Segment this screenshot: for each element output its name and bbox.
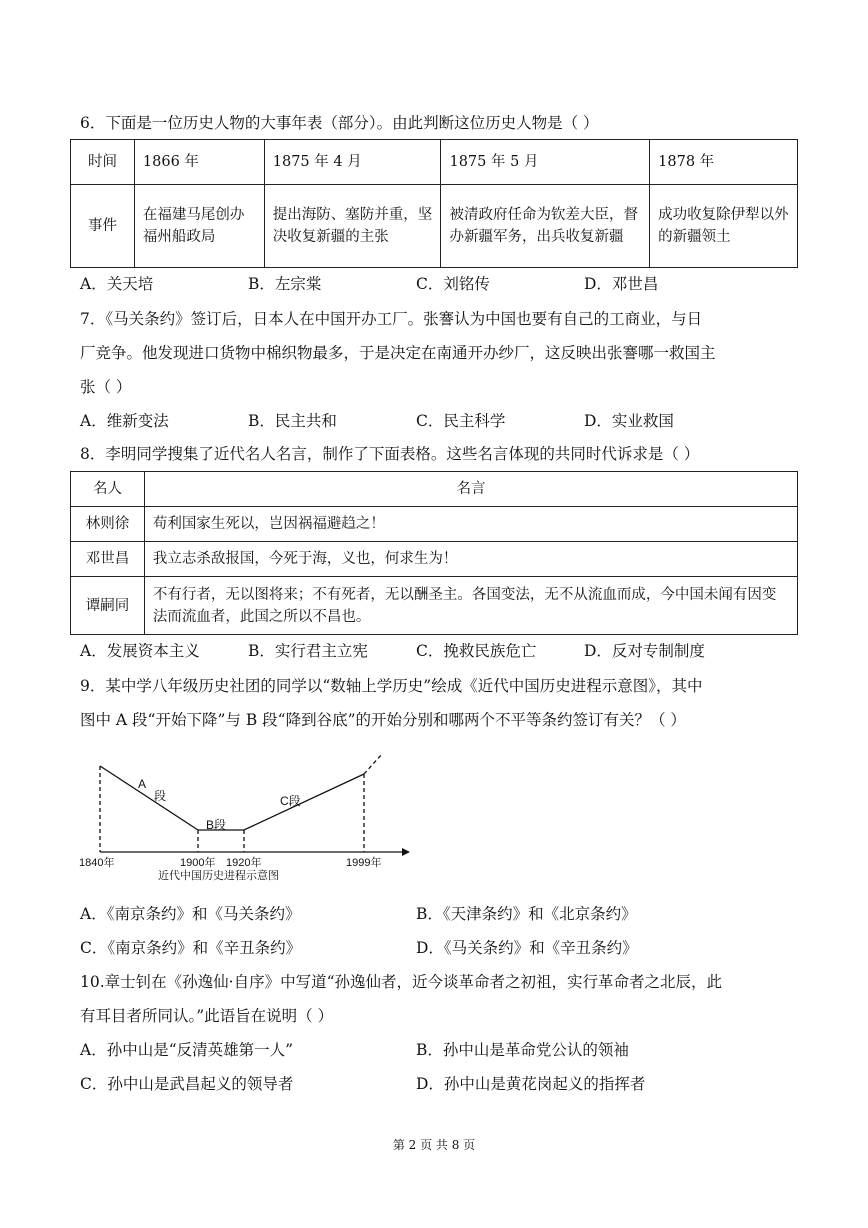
- table-header-name: 名人: [71, 472, 145, 507]
- table-cell-quote: 苟利国家生死以，岂因祸福避趋之！: [144, 507, 797, 542]
- trend-line: [100, 766, 364, 830]
- question-7-line3: 张（ ）: [80, 378, 132, 396]
- option-d: D．邓世昌: [584, 275, 659, 293]
- table-cell-time: 1875 年 4 月: [264, 140, 441, 185]
- table-cell-event: 成功收复除伊犁以外的新疆领土: [650, 185, 798, 268]
- label-c: C段: [280, 794, 301, 808]
- question-10-line2: 有耳目者所同认。”此语旨在说明（ ）: [80, 1007, 334, 1025]
- timeline-table: [70, 139, 798, 268]
- option-c: C．《南京条约》和《辛丑条约》: [80, 939, 302, 957]
- table-cell-time: 1866 年: [134, 140, 264, 185]
- table-cell-quote: 我立志杀敌报国，今死于海，义也，何求生为！: [144, 542, 797, 577]
- option-c: C．刘铭传: [416, 275, 490, 293]
- table-row-label-time: 时间: [71, 140, 135, 185]
- option-b: B．实行君主立宪: [248, 642, 368, 660]
- option-b: B．孙中山是革命党公认的领袖: [416, 1041, 629, 1059]
- option-c: C．挽救民族危亡: [416, 642, 537, 660]
- label-a-suffix: 段: [154, 789, 167, 803]
- table-cell-event: 提出海防、塞防并重，坚决收复新疆的主张: [264, 185, 441, 268]
- option-a: A．孙中山是“反清英雄第一人”: [80, 1041, 294, 1059]
- option-c: C．民主科学: [416, 412, 506, 430]
- table-row-label-event: 事件: [71, 185, 135, 268]
- question-7-line1: 7．《马关条约》签订后，日本人在中国开办工厂。张謇认为中国也要有自己的工商业，与日: [80, 310, 703, 328]
- table-cell-quote: 不有行者，无以图将来；不有死者，无以酬圣主。各国变法，无不从流血而成，今中国未闻有因变法而流血者，此国之所以不昌也。: [144, 577, 797, 635]
- question-10-line1: 10.章士钊在《孙逸仙·自序》中写道“孙逸仙者，近今谈革命者之初祖，实行革命者之北辰，此: [80, 973, 723, 991]
- question-8-stem: 8．李明同学搜集了近代名人名言，制作了下面表格。这些名言体现的共同时代诉求是（ ）: [80, 445, 700, 463]
- tick-label: 1920年: [226, 857, 262, 869]
- table-cell-name: 谭嗣同: [71, 577, 145, 635]
- option-d: D．实业救国: [584, 412, 674, 430]
- option-b: B．民主共和: [248, 412, 337, 430]
- history-process-diagram: [76, 752, 416, 887]
- question-9-line2: 图中 A 段“开始下降”与 B 段“降到谷底”的开始分别和哪两个不平等条约签订有关？（ ）: [80, 711, 686, 729]
- option-a: A．维新变法: [80, 412, 169, 430]
- option-a: A．《南京条约》和《马关条约》: [80, 905, 301, 923]
- tick-label: 1900年: [180, 857, 216, 869]
- axis-arrow: [402, 848, 410, 856]
- table-cell-name: 邓世昌: [71, 542, 145, 577]
- table-cell-event: 被清政府任命为钦差大臣，督办新疆军务，出兵收复新疆: [441, 185, 650, 268]
- option-b: B．左宗棠: [248, 275, 322, 293]
- trend-extension: [364, 754, 382, 774]
- quotes-table: [70, 471, 798, 635]
- option-d: D．孙中山是黄花岗起义的指挥者: [416, 1075, 646, 1093]
- label-a: A: [138, 777, 147, 791]
- question-6-stem: 6．下面是一位历史人物的大事年表（部分）。由此判断这位历史人物是（ ）: [80, 114, 599, 132]
- table-cell-time: 1875 年 5 月: [441, 140, 650, 185]
- option-a: A．关天培: [80, 275, 154, 293]
- table-cell-event: 在福建马尾创办福州船政局: [134, 185, 264, 268]
- table-header-quote: 名言: [144, 472, 797, 507]
- question-7-line2: 厂竞争。他发现进口货物中棉织物最多，于是决定在南通开办纱厂，这反映出张謇哪一救国主: [80, 344, 716, 362]
- option-d: D．反对专制制度: [584, 642, 705, 660]
- tick-label: 1840年: [79, 857, 115, 869]
- label-b: B段: [206, 818, 227, 832]
- option-c: C．孙中山是武昌起义的领导者: [80, 1075, 294, 1093]
- page-footer: 第 2 页 共 8 页: [392, 1138, 476, 1152]
- question-9-line1: 9．某中学八年级历史社团的同学以“数轴上学历史”绘成《近代中国历史进程示意图》，其中: [80, 677, 703, 695]
- tick-label: 1999年: [346, 857, 382, 869]
- option-d: D．《马关条约》和《辛丑条约》: [416, 939, 638, 957]
- option-a: A．发展资本主义: [80, 642, 200, 660]
- table-cell-name: 林则徐: [71, 507, 145, 542]
- diagram-caption: 近代中国历史进程示意图: [158, 870, 279, 882]
- option-b: B．《天津条约》和《北京条约》: [416, 905, 637, 923]
- table-cell-time: 1878 年: [650, 140, 798, 185]
